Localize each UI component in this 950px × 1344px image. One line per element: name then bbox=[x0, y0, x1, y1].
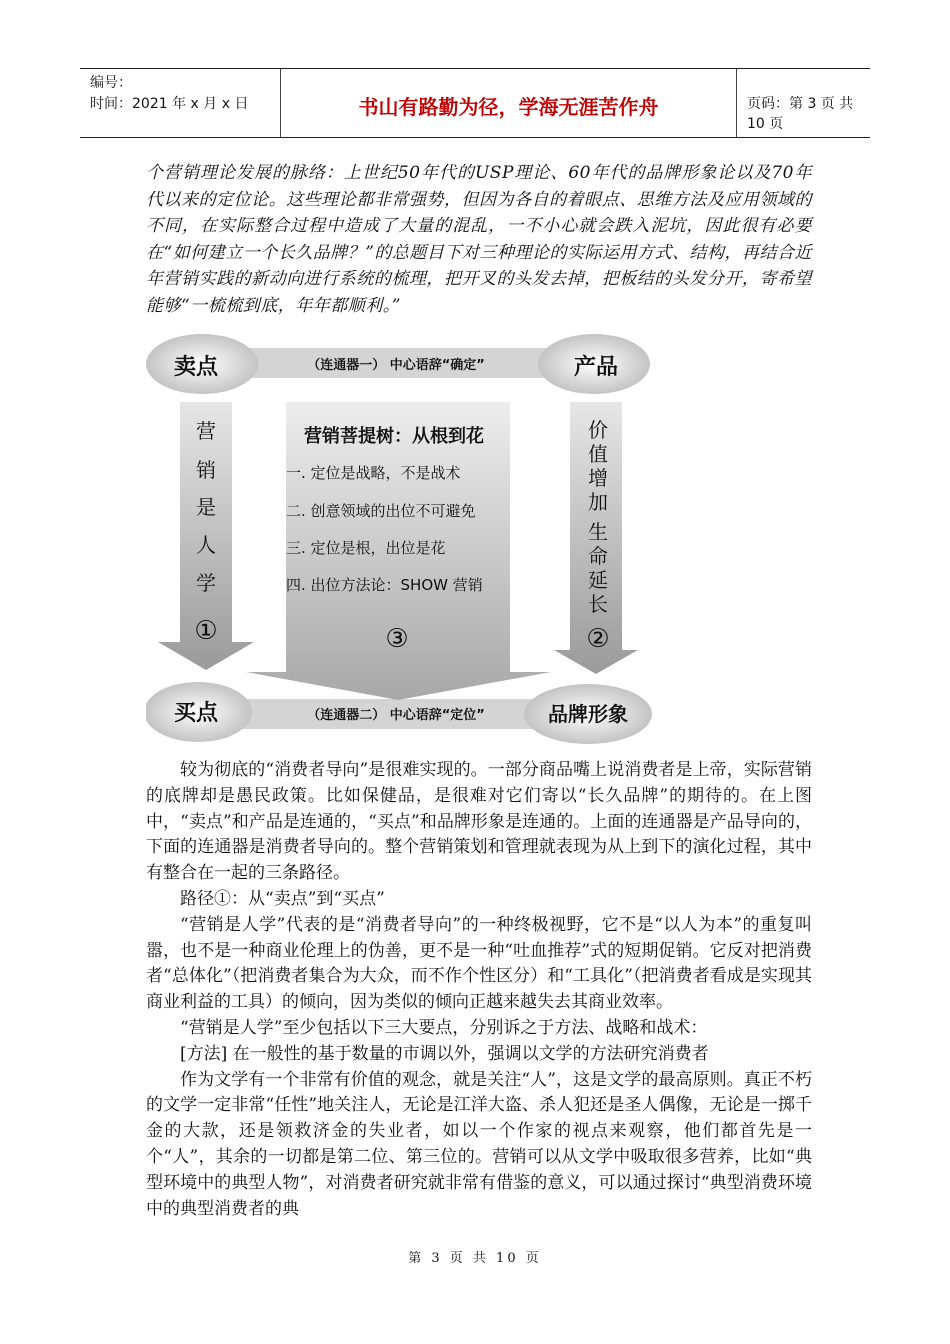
body-paragraph: 作为文学有一个非常有价值的观念，就是关注“人”，这是文学的最高原则。真正不朽的文学一定非常“任性”地关注人，无论是江洋大盗、杀人犯还是圣人偶像，无论是一掷千金的大款，还是领救济金的失业者，如以一个作家的视点来观察，他们都首先是一个“人”，其余的一切都是第二位、第三位的。营销可以从文学中吸取很多营养，比如“典型环境中的典型人物”，对消费者研究就非常有借鉴的意义，可以通过探讨“典型消费环境中的典型消费者的典 bbox=[146, 1069, 812, 1219]
center-item: 四. 出位方法论：SHOW 营销 bbox=[286, 576, 483, 594]
left-arrow-char: 人 bbox=[196, 533, 216, 557]
top-right-label: 产品 bbox=[573, 355, 619, 380]
document-number: 编号： bbox=[90, 75, 132, 91]
right-arrow-char: 延 bbox=[588, 568, 608, 592]
right-arrow-char: 长 bbox=[588, 592, 608, 616]
right-arrow-char: 加 bbox=[588, 490, 608, 514]
right-arrow-char: 增 bbox=[588, 466, 608, 490]
center-item: 二. 创意领域的出位不可避免 bbox=[286, 502, 476, 520]
bottom-left-label: 买点 bbox=[173, 701, 219, 726]
right-arrow-char: 值 bbox=[588, 442, 608, 466]
left-arrow-char: 销 bbox=[196, 458, 216, 482]
left-arrow-char: 营 bbox=[196, 419, 216, 443]
right-arrow-char: 价 bbox=[588, 418, 608, 442]
document-date: 时间：2021 年 x 月 x 日 bbox=[90, 96, 249, 112]
bottom-right-label: 品牌形象 bbox=[548, 702, 628, 726]
right-arrow-char: 命 bbox=[588, 544, 608, 568]
body-paragraph: 较为彻底的“消费者导向”是很难实现的。一部分商品嘴上说消费者是上帝，实际营销的底牌却是愚民政策。比如保健品，是很难对它们寄以“长久品牌”的期待的。在上图中，“卖点”和产品是连通的，“买点”和品牌形象是连通的。上面的连通器是产品导向的，下面的连通器是消费者导向的。整个营销策划和管理就表现为从上到下的演化过程，其中有整合在一起的三条路径。 bbox=[146, 760, 812, 884]
left-arrow-number: ① bbox=[194, 616, 218, 646]
right-arrow-number: ② bbox=[586, 624, 610, 654]
method-heading: [方法] 在一般性的基于数量的市调以外，强调以文学的方法研究消费者 bbox=[180, 1043, 709, 1064]
path-heading: 路径①：从“卖点”到“买点” bbox=[180, 888, 385, 909]
center-item: 三. 定位是根，出位是花 bbox=[286, 539, 446, 557]
intro-paragraph: 个营销理论发展的脉络：上世纪50年代的USP理论、60年代的品牌形象论以及70年代以来的定位论。这些理论都非常强势，但因为各自的着眼点、思维方法及应用领域的不同，在实际整合过程中造成了大量的混乱，一不小心就会跌入泥坑，因此很有必要在“如何建立一个长久品牌？”的总题目下对三种理论的实际运用方式、结构，再结合近年营销实践的新动向进行系统的梳理，把开叉的头发去掉，把板结的头发分开，寄希望能够“一梳梳到底，年年都顺利。” bbox=[146, 163, 812, 316]
header-motto: 书山有路勤为径，学海无涯苦作舟 bbox=[358, 95, 659, 119]
center-item: 一. 定位是战略，不是战术 bbox=[286, 464, 461, 482]
page-header bbox=[80, 68, 870, 138]
left-arrow-char: 学 bbox=[196, 571, 216, 595]
marketing-diagram bbox=[146, 334, 656, 744]
header-motto-cell bbox=[280, 69, 737, 137]
body-paragraph: “营销是人学”代表的是“消费者导向”的一种终极视野，它不是“以人为本”的重复叫嚣，也不是一种商业伦理上的伪善，更不是一种“吐血推荐”式的短期促销。它反对把消费者“总体化”（把消费者集合为大众，而不作个性区分）和“工具化”（把消费者看成是实现其商业利益的工具）的倾向，因为类似的倾向正越来越失去其商业效率。 bbox=[146, 914, 812, 1013]
body-paragraph: “营销是人学”至少包括以下三大要点，分别诉之于方法、战略和战术： bbox=[180, 1017, 708, 1038]
right-arrow-char: 生 bbox=[588, 520, 608, 544]
header-page-number: 页码：第 3 页 共 10 页 bbox=[747, 96, 854, 132]
top-connector-label: （连通器一） 中心语辞“确定” bbox=[307, 358, 485, 373]
page-footer: 第 3 页 共 10 页 bbox=[408, 1251, 542, 1266]
top-left-label: 卖点 bbox=[173, 355, 219, 380]
bottom-connector-label: （连通器二） 中心语辞“定位” bbox=[307, 708, 485, 723]
header-meta bbox=[90, 73, 248, 115]
left-arrow-char: 是 bbox=[196, 495, 216, 519]
center-title: 营销菩提树：从根到花 bbox=[304, 426, 484, 447]
body-text bbox=[146, 758, 812, 1222]
center-number: ③ bbox=[385, 624, 409, 654]
